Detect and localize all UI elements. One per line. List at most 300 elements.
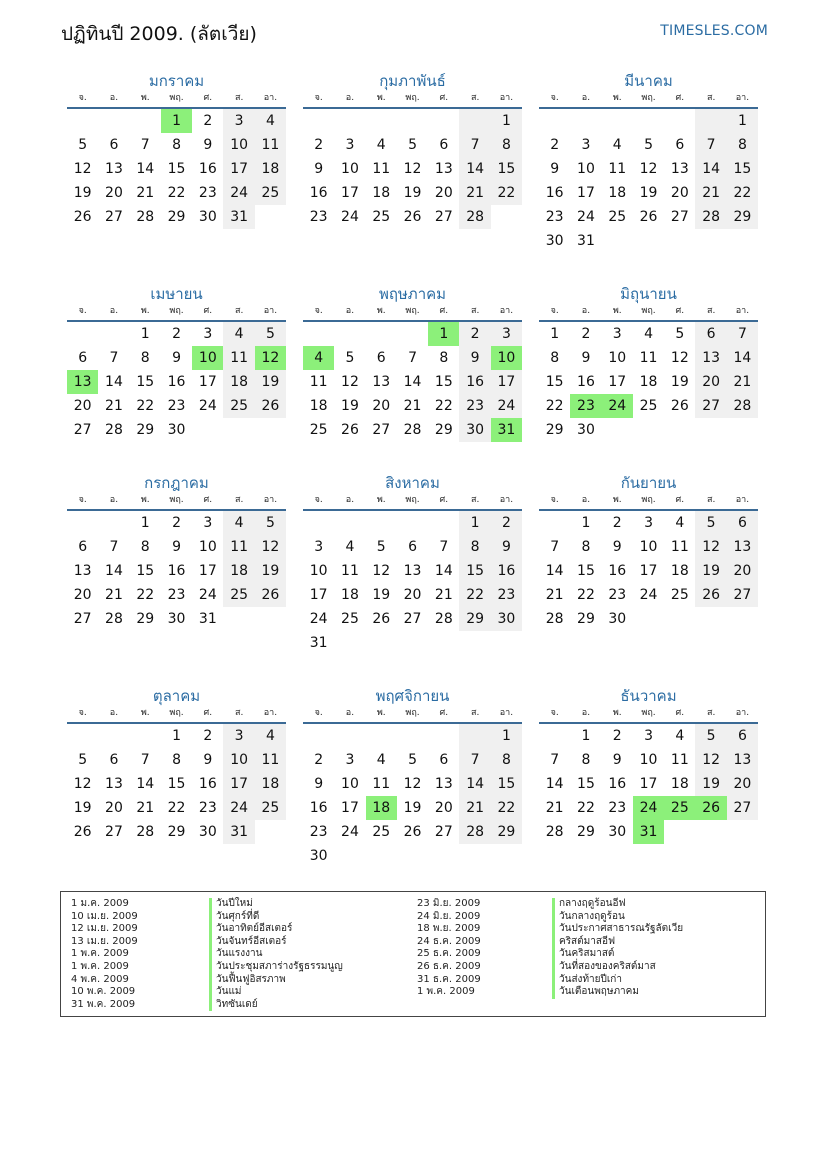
day-cell: 15 (167, 161, 186, 177)
month-name: มีนาคม (624, 72, 673, 90)
day-cell: 21 (136, 800, 155, 816)
day-cell: 2 (459, 322, 490, 346)
weekday-label: อา. (499, 708, 514, 718)
day-cell: 16 (167, 374, 186, 390)
day-cell: 11 (670, 539, 689, 555)
day-cell: 21 (459, 796, 490, 820)
weekday-label: ศ. (675, 93, 685, 103)
day-cell: 26 (695, 796, 726, 820)
weekday-label: อ. (581, 306, 591, 316)
day-cell: 24 (309, 611, 328, 627)
day-cell: 23 (545, 209, 564, 225)
day-cell: 27 (73, 422, 92, 438)
day-cell: 23 (198, 185, 217, 201)
legend-date: 24 ธ.ค. 2009 (417, 935, 481, 947)
weekday-label: ศ. (203, 306, 213, 316)
day-cell: 16 (309, 185, 328, 201)
day-cell: 16 (309, 800, 328, 816)
legend-holiday-name: วันแม่ (209, 986, 343, 999)
day-cell: 11 (309, 374, 328, 390)
empty-cell (570, 109, 601, 133)
day-cell: 14 (136, 161, 155, 177)
day-cell: 3 (223, 724, 254, 748)
day-cell: 5 (695, 511, 726, 535)
empty-cell (334, 724, 365, 748)
day-cell: 13 (105, 776, 123, 792)
weekday-label: อ. (109, 93, 119, 103)
weekday-label: อ. (345, 708, 355, 718)
day-cell: 2 (314, 137, 324, 153)
weekday-label: พฤ. (641, 495, 656, 505)
day-cell: 31 (491, 418, 522, 442)
day-cell: 17 (639, 776, 658, 792)
day-cell: 17 (198, 563, 217, 579)
day-cell: 27 (105, 209, 123, 225)
day-cell: 17 (223, 772, 254, 796)
day-cell: 8 (550, 350, 560, 366)
weekday-label: จ. (78, 495, 87, 505)
day-grid (303, 322, 522, 442)
day-grid (67, 322, 286, 442)
day-cell: 28 (545, 824, 564, 840)
day-cell: 14 (459, 157, 490, 181)
empty-cell (664, 229, 695, 253)
day-cell: 25 (341, 611, 359, 627)
day-cell: 19 (73, 800, 92, 816)
day-cell: 31 (309, 635, 328, 651)
empty-cell (334, 631, 365, 655)
day-grid (539, 511, 758, 631)
day-cell: 5 (255, 322, 286, 346)
day-cell: 2 (314, 752, 324, 768)
day-cell: 2 (612, 515, 622, 531)
day-cell: 9 (314, 161, 324, 177)
day-cell: 29 (577, 611, 595, 627)
weekday-label: อา. (263, 93, 278, 103)
day-cell: 21 (403, 398, 422, 414)
day-cell: 30 (167, 611, 186, 627)
day-grid (539, 724, 758, 844)
legend-holiday-name: วันประชุมสภาร่างรัฐธรรมนูญ (209, 961, 343, 974)
day-cell: 14 (727, 346, 758, 370)
legend-holiday-name: คริสต์มาสอีฟ (552, 936, 683, 949)
day-cell: 1 (161, 109, 192, 133)
empty-cell (303, 109, 334, 133)
day-cell: 15 (167, 776, 186, 792)
month-name: พฤษภาคม (378, 285, 447, 303)
day-cell: 5 (78, 137, 88, 153)
legend-holiday-name: กลางฤดูร้อนอีฟ (552, 898, 683, 911)
day-cell: 14 (105, 563, 123, 579)
day-cell: 20 (73, 587, 92, 603)
day-cell: 24 (198, 398, 217, 414)
legend-holiday-name: วันที่สองของคริสต์มาส (552, 961, 683, 974)
legend-date: 4 พ.ค. 2009 (71, 973, 129, 985)
weekday-header (539, 92, 758, 105)
day-cell: 23 (608, 587, 627, 603)
weekday-label: พ. (376, 495, 386, 505)
day-cell: 24 (633, 796, 664, 820)
day-cell: 26 (255, 394, 286, 418)
weekday-label: พ. (376, 93, 386, 103)
day-cell: 2 (491, 511, 522, 535)
weekday-label: ส. (234, 306, 244, 316)
empty-cell (334, 511, 365, 535)
day-cell: 18 (223, 559, 254, 583)
day-cell: 31 (223, 820, 254, 844)
day-cell: 30 (608, 824, 627, 840)
day-cell: 26 (73, 824, 92, 840)
day-cell: 19 (73, 185, 92, 201)
day-cell: 3 (203, 326, 213, 342)
weekday-label: ส. (706, 708, 716, 718)
empty-cell (602, 109, 633, 133)
day-cell: 6 (78, 539, 88, 555)
day-cell: 21 (105, 398, 123, 414)
weekday-label: อา. (499, 306, 514, 316)
weekday-label: อา. (735, 708, 750, 718)
empty-cell (695, 607, 726, 631)
day-cell: 27 (372, 422, 391, 438)
day-cell: 18 (309, 398, 328, 414)
weekday-label: พฤ. (641, 306, 656, 316)
day-cell: 4 (376, 752, 386, 768)
legend-date: 1 พ.ค. 2009 (71, 948, 129, 960)
day-cell: 30 (608, 611, 627, 627)
day-cell: 3 (223, 109, 254, 133)
day-cell: 3 (203, 515, 213, 531)
day-cell: 16 (608, 563, 627, 579)
day-cell: 4 (675, 515, 685, 531)
day-cell: 23 (459, 394, 490, 418)
month-block (539, 685, 758, 844)
day-cell: 18 (223, 370, 254, 394)
weekday-label: ส. (706, 306, 716, 316)
day-cell: 14 (403, 374, 422, 390)
day-cell: 28 (434, 611, 453, 627)
day-cell: 20 (73, 398, 92, 414)
day-cell: 18 (639, 374, 658, 390)
day-cell: 12 (255, 346, 286, 370)
day-cell: 30 (577, 422, 595, 438)
day-cell: 12 (255, 535, 286, 559)
day-cell: 13 (403, 563, 422, 579)
day-cell: 22 (491, 796, 522, 820)
day-cell: 27 (695, 394, 726, 418)
day-cell: 28 (695, 205, 726, 229)
day-cell: 11 (372, 776, 391, 792)
weekday-label: อ. (109, 495, 119, 505)
weekday-header (67, 92, 286, 105)
day-cell: 2 (550, 137, 560, 153)
day-cell: 5 (644, 137, 653, 153)
empty-cell (397, 844, 428, 868)
day-cell: 4 (255, 109, 286, 133)
day-cell: 5 (345, 350, 355, 366)
day-cell: 7 (550, 752, 560, 768)
weekday-label: พฤ. (405, 495, 420, 505)
day-cell: 8 (491, 748, 522, 772)
day-cell: 18 (341, 587, 359, 603)
month-block (303, 283, 522, 442)
weekday-label: อา. (263, 708, 278, 718)
day-cell: 24 (341, 824, 359, 840)
empty-cell (255, 820, 286, 844)
day-cell: 13 (670, 161, 689, 177)
weekday-label: จ. (314, 495, 323, 505)
weekday-header (539, 305, 758, 318)
day-cell: 8 (172, 752, 181, 768)
empty-cell (539, 511, 570, 535)
day-cell: 11 (670, 752, 689, 768)
legend-date: 10 เม.ย. 2009 (71, 910, 138, 922)
weekday-header (539, 707, 758, 720)
weekday-label: พฤ. (641, 708, 656, 718)
day-cell: 1 (140, 515, 150, 531)
day-cell: 28 (136, 209, 155, 225)
day-cell: 28 (136, 824, 155, 840)
weekday-label: ศ. (203, 708, 213, 718)
day-cell: 25 (372, 209, 391, 225)
legend-holiday-name: วันศุกร์ที่ดี (209, 911, 343, 924)
day-cell: 4 (345, 539, 355, 555)
day-cell: 26 (341, 422, 359, 438)
day-cell: 28 (105, 611, 123, 627)
weekday-label: ศ. (439, 93, 449, 103)
day-cell: 7 (109, 539, 119, 555)
day-cell: 8 (581, 539, 591, 555)
empty-cell (459, 109, 490, 133)
day-cell: 26 (639, 209, 658, 225)
weekday-label: พฤ. (169, 93, 184, 103)
day-cell: 17 (577, 185, 595, 201)
empty-cell (67, 109, 98, 133)
day-cell: 20 (727, 772, 758, 796)
day-cell: 24 (341, 209, 359, 225)
legend-holiday-name: วิทซันเดย์ (209, 999, 343, 1012)
day-cell: 21 (695, 181, 726, 205)
day-cell: 28 (459, 820, 490, 844)
weekday-label: ส. (470, 306, 480, 316)
day-cell: 12 (73, 776, 92, 792)
day-cell: 26 (73, 209, 92, 225)
day-cell: 1 (581, 515, 591, 531)
day-cell: 25 (664, 796, 695, 820)
day-cell: 6 (439, 752, 449, 768)
weekday-header (539, 494, 758, 507)
day-cell: 11 (608, 161, 627, 177)
weekday-label: อ. (581, 93, 591, 103)
day-cell: 19 (255, 370, 286, 394)
empty-cell (459, 724, 490, 748)
weekday-header (303, 305, 522, 318)
day-grid (67, 724, 286, 844)
empty-cell (602, 418, 633, 442)
legend-date: 23 มิ.ย. 2009 (417, 898, 481, 909)
brand-link[interactable]: TIMESLES.COM (660, 23, 768, 39)
weekday-label: อา. (499, 93, 514, 103)
empty-cell (633, 229, 664, 253)
legend-date: 1 พ.ค. 2009 (71, 960, 129, 972)
day-cell: 17 (491, 370, 522, 394)
empty-cell (334, 322, 365, 346)
day-cell: 22 (545, 398, 564, 414)
day-cell: 3 (644, 515, 653, 531)
day-cell: 5 (695, 724, 726, 748)
empty-cell (397, 109, 428, 133)
day-cell: 21 (136, 185, 155, 201)
day-cell: 25 (372, 824, 391, 840)
day-cell: 10 (639, 539, 658, 555)
day-cell: 7 (140, 752, 150, 768)
legend-holiday-name: วันอาทิตย์อีสเตอร์ (209, 923, 343, 936)
day-cell: 9 (550, 161, 560, 177)
day-cell: 17 (309, 587, 328, 603)
empty-cell (459, 631, 490, 655)
month-name: ธันวาคม (620, 687, 677, 705)
day-cell: 14 (695, 157, 726, 181)
empty-cell (695, 418, 726, 442)
day-cell: 9 (203, 137, 213, 153)
weekday-label: อ. (109, 306, 119, 316)
day-cell: 28 (727, 394, 758, 418)
day-cell: 29 (491, 820, 522, 844)
legend-holiday-name: วันกลางฤดูร้อน (552, 911, 683, 924)
holiday-legend (60, 891, 766, 1017)
day-cell: 27 (727, 583, 758, 607)
day-cell: 21 (545, 587, 564, 603)
day-cell: 31 (633, 820, 664, 844)
day-cell: 22 (491, 181, 522, 205)
day-cell: 22 (459, 583, 490, 607)
day-cell: 7 (550, 539, 560, 555)
weekday-label: พ. (140, 306, 150, 316)
day-cell: 8 (581, 752, 591, 768)
day-cell: 4 (376, 137, 386, 153)
day-cell: 30 (459, 418, 490, 442)
day-cell: 13 (695, 346, 726, 370)
legend-holiday-name: วันคริสมาสต์ (552, 948, 683, 961)
day-cell: 28 (545, 611, 564, 627)
day-cell: 8 (439, 350, 449, 366)
empty-cell (664, 820, 695, 844)
day-cell: 26 (255, 583, 286, 607)
day-cell: 8 (140, 350, 150, 366)
day-cell: 3 (581, 137, 591, 153)
empty-cell (695, 109, 726, 133)
legend-date: 31 พ.ค. 2009 (71, 998, 136, 1010)
empty-cell (397, 511, 428, 535)
day-cell: 16 (608, 776, 627, 792)
weekday-label: จ. (550, 708, 559, 718)
empty-cell (727, 418, 758, 442)
day-cell: 21 (459, 181, 490, 205)
weekday-label: จ. (314, 93, 323, 103)
weekday-label: พฤ. (169, 306, 184, 316)
month-name: กันยายน (620, 474, 677, 492)
day-cell: 8 (172, 137, 181, 153)
day-cell: 13 (727, 748, 758, 772)
legend-date: 1 ม.ค. 2009 (71, 898, 129, 909)
weekday-label: ส. (234, 708, 244, 718)
day-cell: 13 (372, 374, 391, 390)
month-name: มกราคม (148, 72, 205, 90)
weekday-label: อ. (345, 306, 355, 316)
day-cell: 29 (434, 422, 453, 438)
day-cell: 20 (695, 370, 726, 394)
day-cell: 10 (341, 776, 359, 792)
day-cell: 20 (670, 185, 689, 201)
day-cell: 19 (639, 185, 658, 201)
day-cell: 24 (577, 209, 595, 225)
day-cell: 28 (459, 205, 490, 229)
day-cell: 16 (459, 370, 490, 394)
day-cell: 26 (403, 209, 422, 225)
day-cell: 9 (491, 535, 522, 559)
day-cell: 16 (198, 776, 217, 792)
day-cell: 19 (372, 587, 391, 603)
day-cell: 20 (434, 185, 453, 201)
empty-cell (695, 229, 726, 253)
day-cell: 10 (309, 563, 328, 579)
day-cell: 29 (167, 209, 186, 225)
day-cell: 25 (223, 583, 254, 607)
empty-cell (664, 607, 695, 631)
weekday-label: พ. (140, 708, 150, 718)
day-cell: 6 (376, 350, 386, 366)
month-block (67, 70, 286, 229)
day-cell: 10 (341, 161, 359, 177)
day-cell: 23 (608, 800, 627, 816)
empty-cell (255, 607, 286, 631)
day-cell: 29 (545, 422, 564, 438)
weekday-label: อ. (581, 708, 591, 718)
weekday-label: ศ. (203, 495, 213, 505)
day-cell: 6 (675, 137, 685, 153)
day-cell: 9 (314, 776, 324, 792)
month-block (539, 70, 758, 253)
day-cell: 3 (345, 137, 355, 153)
day-cell: 7 (439, 539, 449, 555)
day-cell: 22 (136, 587, 155, 603)
weekday-label: ศ. (439, 306, 449, 316)
day-cell: 15 (577, 776, 595, 792)
day-cell: 17 (198, 374, 217, 390)
empty-cell (664, 418, 695, 442)
weekday-label: จ. (314, 708, 323, 718)
day-cell: 3 (491, 322, 522, 346)
empty-cell (366, 631, 397, 655)
weekday-label: จ. (78, 708, 87, 718)
legend-date: 1 พ.ค. 2009 (417, 986, 475, 998)
legend-date: 12 เม.ย. 2009 (71, 923, 138, 935)
empty-cell (428, 109, 459, 133)
legend-date: 31 ธ.ค. 2009 (417, 973, 481, 985)
day-cell: 10 (198, 539, 217, 555)
empty-cell (366, 511, 397, 535)
weekday-label: พฤ. (169, 708, 184, 718)
day-cell: 4 (255, 724, 286, 748)
month-name: สิงหาคม (385, 474, 440, 492)
weekday-header (303, 707, 522, 720)
day-cell: 23 (309, 209, 328, 225)
day-cell: 1 (428, 322, 459, 346)
day-cell: 18 (255, 772, 286, 796)
day-cell: 17 (341, 800, 359, 816)
empty-cell (491, 205, 522, 229)
day-cell: 14 (434, 563, 453, 579)
day-cell: 12 (403, 161, 422, 177)
